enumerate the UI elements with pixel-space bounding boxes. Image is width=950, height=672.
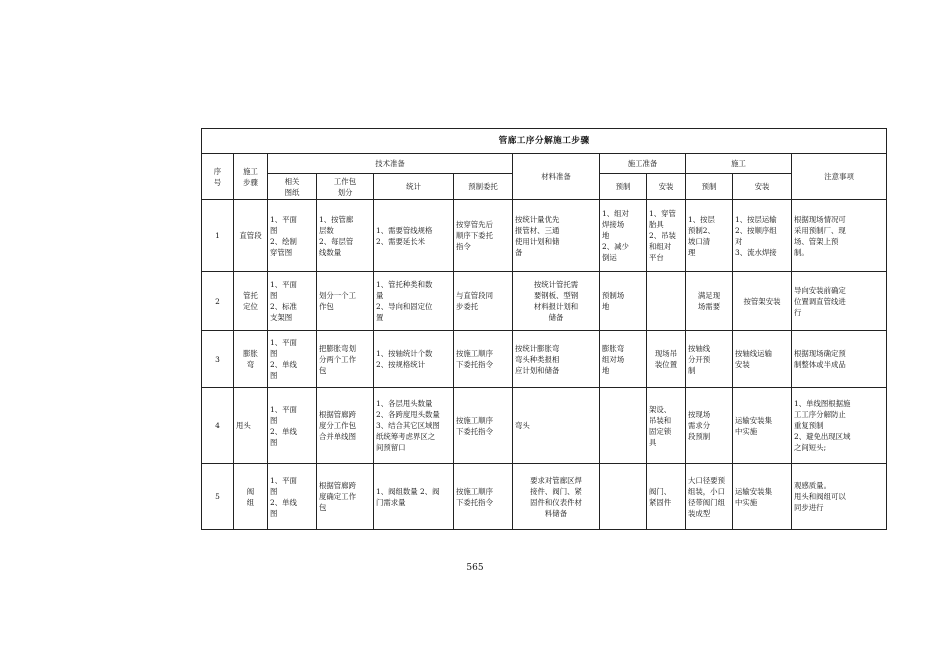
row-stats: 1、需要管线规格 2、需要延长米	[374, 200, 454, 272]
header-notes: 注意事项	[792, 154, 887, 200]
row-work-pkg: 1、按管廊 层数 2、每层管 线数量	[317, 200, 374, 272]
row-step: 甩头	[234, 388, 268, 464]
row-notes: 1、单线图根据施 工工序分解防止 重复预制 2、避免出现区域 之间短头;	[792, 388, 887, 464]
row-con-install: 按管架安装	[733, 272, 792, 331]
table-title: 管廊工序分解施工步骤	[202, 129, 887, 154]
header-tech: 技术准备	[268, 154, 513, 174]
row-step: 直管段	[234, 200, 268, 272]
header-con-prefab: 预制	[686, 174, 733, 200]
header-construction-prep: 施工准备	[600, 154, 686, 174]
row-prep-install: 1、穿管 胎具 2、吊装 和组对 平台	[647, 200, 686, 272]
row-work-pkg: 把膨胀弯划 分两个工作 包	[317, 331, 374, 388]
table-row	[202, 200, 887, 272]
row-con-install: 按轴线运输 安装	[733, 331, 792, 388]
row-seq: 2	[202, 272, 234, 331]
row-con-prefab: 1、按层 预制2、 坡口清 理	[686, 200, 733, 272]
row-prep-prefab: 1、组对 焊接场 地 2、减少 倒运	[600, 200, 647, 272]
row-material: 要求对管廊区焊 接件、阀门、紧 固件和仪表件材 料储备	[513, 464, 600, 530]
row-prep-prefab	[600, 388, 647, 464]
table-row	[202, 331, 887, 388]
row-stats: 1、按轴统计个数 2、按规格统计	[374, 331, 454, 388]
row-work-pkg: 划分一个工 作包	[317, 272, 374, 331]
header-work-pkg: 工作包 划分	[317, 174, 374, 200]
row-prefab-entrust: 按穿管先后 顺序下委托 指令	[454, 200, 513, 272]
row-seq: 5	[202, 464, 234, 530]
header-step: 施工 步骤	[234, 154, 268, 200]
row-prep-prefab	[600, 464, 647, 530]
header-seq: 序 号	[202, 154, 234, 200]
table-row	[202, 464, 887, 530]
table-row	[202, 272, 887, 331]
row-prefab-entrust: 按施工顺序 下委托指令	[454, 388, 513, 464]
row-drawings: 1、平面 图 2、标准 支架图	[268, 272, 317, 331]
row-step: 膨胀 弯	[234, 331, 268, 388]
row-prefab-entrust: 按施工顺序 下委托指令	[454, 464, 513, 530]
header-prefab-entrust: 预制委托	[454, 174, 513, 200]
row-seq: 3	[202, 331, 234, 388]
row-material: 按统计膨胀弯 弯头种类报相 应计划和储备	[513, 331, 600, 388]
row-drawings: 1、平面 图 2、单线 图	[268, 331, 317, 388]
row-seq: 4	[202, 388, 234, 464]
row-stats: 1、阀组数量 2、阀 门需求量	[374, 464, 454, 530]
row-notes: 根据现场情况可 采用预制厂、现 场、管架上预 制。	[792, 200, 887, 272]
row-prep-install: 架设、 吊装和 固定锁 具	[647, 388, 686, 464]
process-table	[201, 128, 887, 530]
row-drawings: 1、平面 图 2、绘制 穿管图	[268, 200, 317, 272]
row-notes: 根据现场确定预 制整体或半成品	[792, 331, 887, 388]
row-prep-install: 阀门、 紧固件	[647, 464, 686, 530]
row-stats: 1、各层甩头数量 2、各跨度甩头数量 3、结合其它区域图 纸统筹考虑界区之 间预留口	[374, 388, 454, 464]
header-prep-install: 安装	[647, 174, 686, 200]
header-stats: 统计	[374, 174, 454, 200]
row-prefab-entrust: 按施工顺序 下委托指令	[454, 331, 513, 388]
row-con-prefab: 按轴线 分开预 制	[686, 331, 733, 388]
row-drawings: 1、平面 图 2、单线 图	[268, 388, 317, 464]
row-con-install: 运输安装集 中实施	[733, 388, 792, 464]
row-con-install: 运输安装集 中实施	[733, 464, 792, 530]
row-seq: 1	[202, 200, 234, 272]
row-work-pkg: 根据管廊跨 度确定工作 包	[317, 464, 374, 530]
row-notes: 观感质量。 甩头和阀组可以 同步进行	[792, 464, 887, 530]
row-con-prefab: 大口径要预 组装，小口 径带阀门组 装成型	[686, 464, 733, 530]
row-stats: 1、管托种类和数 量 2、导向和固定位 置	[374, 272, 454, 331]
row-con-prefab: 满足现 场需要	[686, 272, 733, 331]
row-prep-install: 现场吊 装位置	[647, 331, 686, 388]
row-drawings: 1、平面 图 2、单线 图	[268, 464, 317, 530]
row-prep-prefab: 预制场 地	[600, 272, 647, 331]
header-prep-prefab: 预制	[600, 174, 647, 200]
header-construction: 施工	[686, 154, 792, 174]
row-notes: 导向安装前确定 位置调直管线进 行	[792, 272, 887, 331]
row-work-pkg: 根据管廊跨 度分工作包 合并单线图	[317, 388, 374, 464]
row-prep-install	[647, 272, 686, 331]
header-drawings: 相关 图纸	[268, 174, 317, 200]
page-number: 565	[466, 563, 484, 573]
header-material: 材料准备	[513, 154, 600, 200]
row-con-prefab: 按现场 需求分 段预制	[686, 388, 733, 464]
row-material: 弯头	[513, 388, 600, 464]
table-row	[202, 388, 887, 464]
row-step: 阀 组	[234, 464, 268, 530]
row-con-install: 1、按层运输 2、按顺序组 对 3、流水焊接	[733, 200, 792, 272]
row-prefab-entrust: 与直管段同 步委托	[454, 272, 513, 331]
row-material: 按统计管托需 要钢板、型钢 材料报计划和 储备	[513, 272, 600, 331]
row-material: 按统计量优先 报管材、三通 使用计划和储 备	[513, 200, 600, 272]
row-prep-prefab: 膨胀弯 组对场 地	[600, 331, 647, 388]
header-con-install: 安装	[733, 174, 792, 200]
row-step: 管托 定位	[234, 272, 268, 331]
